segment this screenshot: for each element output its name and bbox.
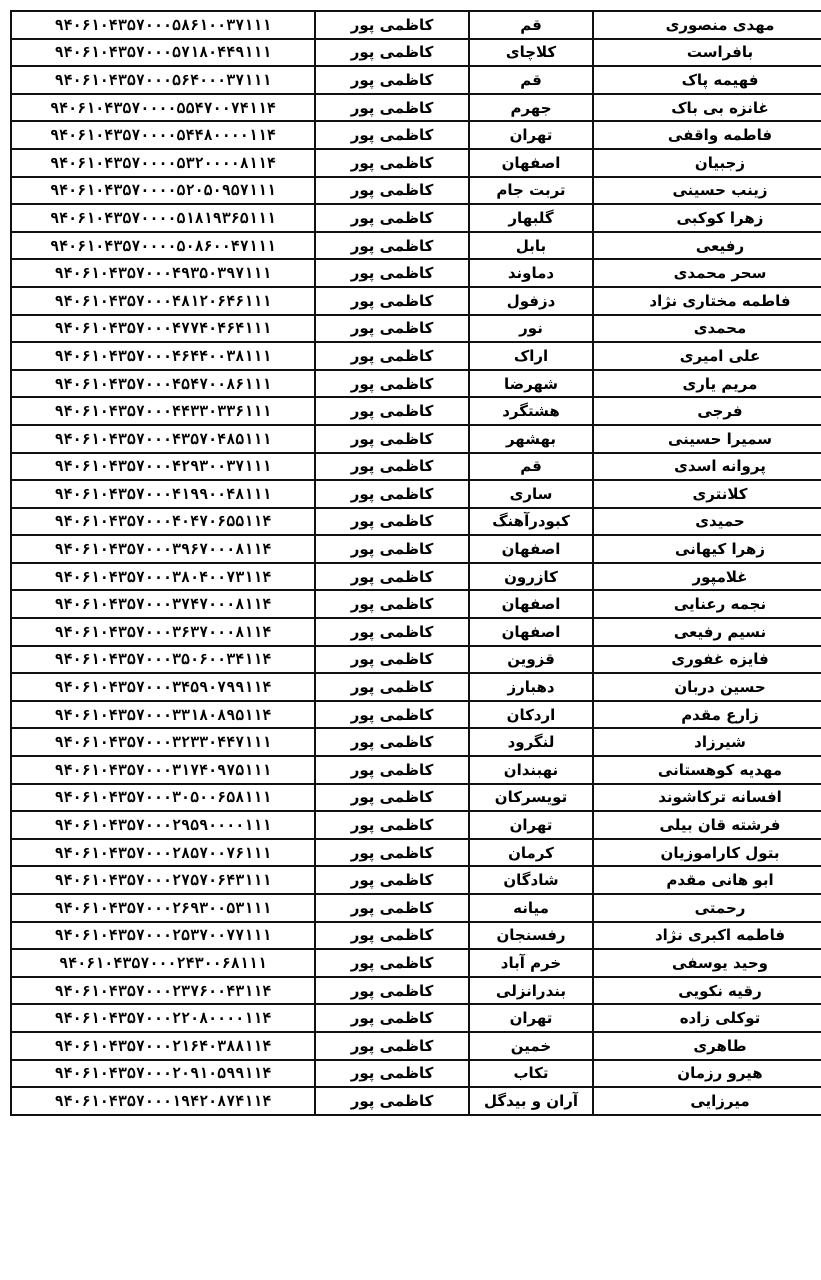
city-cell: بهشهر [469, 425, 593, 453]
table-row [11, 563, 821, 591]
table-row [11, 480, 821, 508]
issuer-cell: کاظمی پور [315, 397, 469, 425]
issuer-cell: کاظمی پور [315, 839, 469, 867]
city-cell: تکاب [469, 1060, 593, 1088]
city-cell: لنگرود [469, 728, 593, 756]
city-cell: گلبهار [469, 204, 593, 232]
table-row [11, 204, 821, 232]
city-cell: تهران [469, 1004, 593, 1032]
city-cell: کبودرآهنگ [469, 508, 593, 536]
issuer-cell: کاظمی پور [315, 121, 469, 149]
recipient-name-cell: زهرا کیهانی [593, 535, 821, 563]
recipient-name-cell: فایزه غفوری [593, 646, 821, 674]
tracking-code-cell: ۹۴۰۶۱۰۴۳۵۷۰۰۰۲۸۵۷۰۰۷۶۱۱۱ [11, 839, 315, 867]
city-cell: بابل [469, 232, 593, 260]
recipient-name-cell: شیرزاد [593, 728, 821, 756]
issuer-cell: کاظمی پور [315, 646, 469, 674]
issuer-cell: کاظمی پور [315, 66, 469, 94]
issuer-cell: کاظمی پور [315, 149, 469, 177]
city-cell: دهبارز [469, 673, 593, 701]
tracking-code-cell: ۹۴۰۶۱۰۴۳۵۷۰۰۰۴۶۴۴۰۰۳۸۱۱۱ [11, 342, 315, 370]
table-row [11, 1087, 821, 1115]
tracking-code-cell: ۹۴۰۶۱۰۴۳۵۷۰۰۰۲۰۹۱۰۵۹۹۱۱۴ [11, 1060, 315, 1088]
recipient-name-cell: غانزه بی باک [593, 94, 821, 122]
issuer-cell: کاظمی پور [315, 1060, 469, 1088]
city-cell: خرم آباد [469, 949, 593, 977]
tracking-code-cell: ۹۴۰۶۱۰۴۳۵۷۰۰۰۳۰۵۰۰۶۵۸۱۱۱ [11, 784, 315, 812]
recipient-name-cell: رقیه نکویی [593, 977, 821, 1005]
tracking-code-cell: ۹۴۰۶۱۰۴۳۵۷۰۰۰۰۵۰۸۶۰۰۴۷۱۱۱ [11, 232, 315, 260]
recipient-name-cell: فاطمه مختاری نژاد [593, 287, 821, 315]
issuer-cell: کاظمی پور [315, 315, 469, 343]
table-row [11, 259, 821, 287]
tracking-code-cell: ۹۴۰۶۱۰۴۳۵۷۰۰۰۳۲۳۳۰۴۴۷۱۱۱ [11, 728, 315, 756]
recipient-name-cell: فهیمه پاک [593, 66, 821, 94]
city-cell: کازرون [469, 563, 593, 591]
tracking-code-cell: ۹۴۰۶۱۰۴۳۵۷۰۰۰۵۷۱۸۰۴۴۹۱۱۱ [11, 39, 315, 67]
tracking-code-cell: ۹۴۰۶۱۰۴۳۵۷۰۰۰۳۵۰۶۰۰۳۴۱۱۴ [11, 646, 315, 674]
recipient-name-cell: حسین دربان [593, 673, 821, 701]
issuer-cell: کاظمی پور [315, 894, 469, 922]
table-row [11, 232, 821, 260]
tracking-code-cell: ۹۴۰۶۱۰۴۳۵۷۰۰۰۴۹۳۵۰۳۹۷۱۱۱ [11, 259, 315, 287]
recipient-name-cell: زجبیان [593, 149, 821, 177]
issuer-cell: کاظمی پور [315, 1032, 469, 1060]
table-row [11, 453, 821, 481]
tracking-code-cell: ۹۴۰۶۱۰۴۳۵۷۰۰۰۴۱۹۹۰۰۴۸۱۱۱ [11, 480, 315, 508]
city-cell: قم [469, 453, 593, 481]
issuer-cell: کاظمی پور [315, 508, 469, 536]
table-row [11, 535, 821, 563]
tracking-code-cell: ۹۴۰۶۱۰۴۳۵۷۰۰۰۰۵۵۴۷۰۰۷۴۱۱۴ [11, 94, 315, 122]
city-cell: نور [469, 315, 593, 343]
table-row [11, 1032, 821, 1060]
table-row [11, 315, 821, 343]
city-cell: اردکان [469, 701, 593, 729]
issuer-cell: کاظمی پور [315, 949, 469, 977]
table-row [11, 1004, 821, 1032]
issuer-cell: کاظمی پور [315, 453, 469, 481]
city-cell: اراک [469, 342, 593, 370]
recipient-name-cell: وحید یوسفی [593, 949, 821, 977]
table-row [11, 977, 821, 1005]
city-cell: شادگان [469, 866, 593, 894]
city-cell: میانه [469, 894, 593, 922]
tracking-code-cell: ۹۴۰۶۱۰۴۳۵۷۰۰۰۴۲۹۳۰۰۳۷۱۱۱ [11, 453, 315, 481]
recipient-name-cell: بافراست [593, 39, 821, 67]
recipient-name-cell: فاطمه اکبری نژاد [593, 922, 821, 950]
table-row [11, 66, 821, 94]
issuer-cell: کاظمی پور [315, 1087, 469, 1115]
recipient-name-cell: سمیرا حسینی [593, 425, 821, 453]
recipient-name-cell: طاهری [593, 1032, 821, 1060]
city-cell: اصفهان [469, 149, 593, 177]
table-row [11, 177, 821, 205]
city-cell: تهران [469, 811, 593, 839]
recipient-name-cell: محمدی [593, 315, 821, 343]
city-cell: شهرضا [469, 370, 593, 398]
table-row [11, 949, 821, 977]
table-row [11, 701, 821, 729]
recipient-name-cell: زینب حسینی [593, 177, 821, 205]
recipient-name-cell: پروانه اسدی [593, 453, 821, 481]
city-cell: دزفول [469, 287, 593, 315]
records-table [10, 10, 821, 1116]
table-row [11, 866, 821, 894]
tracking-code-cell: ۹۴۰۶۱۰۴۳۵۷۰۰۰۳۷۴۷۰۰۰۸۱۱۴ [11, 590, 315, 618]
issuer-cell: کاظمی پور [315, 977, 469, 1005]
recipient-name-cell: رفیعی [593, 232, 821, 260]
recipient-name-cell: مهدی منصوری [593, 11, 821, 39]
table-row [11, 1060, 821, 1088]
recipient-name-cell: علی امیری [593, 342, 821, 370]
city-cell: آران و بیدگل [469, 1087, 593, 1115]
tracking-code-cell: ۹۴۰۶۱۰۴۳۵۷۰۰۰۰۵۲۰۵۰۹۵۷۱۱۱ [11, 177, 315, 205]
tracking-code-cell: ۹۴۰۶۱۰۴۳۵۷۰۰۰۵۶۴۰۰۰۳۷۱۱۱ [11, 66, 315, 94]
recipient-name-cell: بتول کاراموزیان [593, 839, 821, 867]
tracking-code-cell: ۹۴۰۶۱۰۴۳۵۷۰۰۰۳۴۵۹۰۷۹۹۱۱۴ [11, 673, 315, 701]
city-cell: دماوند [469, 259, 593, 287]
recipient-name-cell: افسانه ترکاشوند [593, 784, 821, 812]
table-row [11, 342, 821, 370]
recipient-name-cell: فرشته قان بیلی [593, 811, 821, 839]
tracking-code-cell: ۹۴۰۶۱۰۴۳۵۷۰۰۰۳۳۱۸۰۸۹۵۱۱۴ [11, 701, 315, 729]
table-row [11, 370, 821, 398]
tracking-code-cell: ۹۴۰۶۱۰۴۳۵۷۰۰۰۳۹۶۷۰۰۰۸۱۱۴ [11, 535, 315, 563]
city-cell: جهرم [469, 94, 593, 122]
city-cell: قزوین [469, 646, 593, 674]
tracking-code-cell: ۹۴۰۶۱۰۴۳۵۷۰۰۰۳۶۳۷۰۰۰۸۱۱۴ [11, 618, 315, 646]
recipient-name-cell: مریم یاری [593, 370, 821, 398]
issuer-cell: کاظمی پور [315, 728, 469, 756]
tracking-code-cell: ۹۴۰۶۱۰۴۳۵۷۰۰۰۳۱۷۴۰۹۷۵۱۱۱ [11, 756, 315, 784]
tracking-code-cell: ۹۴۰۶۱۰۴۳۵۷۰۰۰۲۹۵۹۰۰۰۰۱۱۱ [11, 811, 315, 839]
issuer-cell: کاظمی پور [315, 480, 469, 508]
issuer-cell: کاظمی پور [315, 342, 469, 370]
issuer-cell: کاظمی پور [315, 39, 469, 67]
recipient-name-cell: فرجی [593, 397, 821, 425]
tracking-code-cell: ۹۴۰۶۱۰۴۳۵۷۰۰۰۲۶۹۳۰۰۵۳۱۱۱ [11, 894, 315, 922]
tracking-code-cell: ۹۴۰۶۱۰۴۳۵۷۰۰۰۴۷۷۴۰۴۶۴۱۱۱ [11, 315, 315, 343]
tracking-code-cell: ۹۴۰۶۱۰۴۳۵۷۰۰۰۰۵۴۴۸۰۰۰۰۱۱۴ [11, 121, 315, 149]
issuer-cell: کاظمی پور [315, 1004, 469, 1032]
issuer-cell: کاظمی پور [315, 425, 469, 453]
tracking-code-cell: ۹۴۰۶۱۰۴۳۵۷۰۰۰۲۵۳۷۰۰۷۷۱۱۱ [11, 922, 315, 950]
city-cell: تویسرکان [469, 784, 593, 812]
city-cell: اصفهان [469, 618, 593, 646]
table-row [11, 673, 821, 701]
table-row [11, 590, 821, 618]
issuer-cell: کاظمی پور [315, 177, 469, 205]
issuer-cell: کاظمی پور [315, 563, 469, 591]
recipient-name-cell: توکلی زاده [593, 1004, 821, 1032]
table-row [11, 11, 821, 39]
issuer-cell: کاظمی پور [315, 811, 469, 839]
table-row [11, 756, 821, 784]
city-cell: اصفهان [469, 590, 593, 618]
table-row [11, 646, 821, 674]
tracking-code-cell: ۹۴۰۶۱۰۴۳۵۷۰۰۰۲۷۵۷۰۶۴۳۱۱۱ [11, 866, 315, 894]
issuer-cell: کاظمی پور [315, 784, 469, 812]
tracking-code-cell: ۹۴۰۶۱۰۴۳۵۷۰۰۰۴۸۱۲۰۶۴۶۱۱۱ [11, 287, 315, 315]
issuer-cell: کاظمی پور [315, 701, 469, 729]
city-cell: نهبندان [469, 756, 593, 784]
issuer-cell: کاظمی پور [315, 673, 469, 701]
issuer-cell: کاظمی پور [315, 866, 469, 894]
table-row [11, 618, 821, 646]
tracking-code-cell: ۹۴۰۶۱۰۴۳۵۷۰۰۰۱۹۴۲۰۸۷۴۱۱۴ [11, 1087, 315, 1115]
recipient-name-cell: رحمتی [593, 894, 821, 922]
issuer-cell: کاظمی پور [315, 756, 469, 784]
table-row [11, 425, 821, 453]
issuer-cell: کاظمی پور [315, 370, 469, 398]
city-cell: رفسنجان [469, 922, 593, 950]
table-row [11, 728, 821, 756]
city-cell: هشتگرد [469, 397, 593, 425]
issuer-cell: کاظمی پور [315, 204, 469, 232]
issuer-cell: کاظمی پور [315, 618, 469, 646]
recipient-name-cell: سحر محمدی [593, 259, 821, 287]
table-row [11, 784, 821, 812]
recipient-name-cell: کلانتری [593, 480, 821, 508]
recipient-name-cell: زهرا کوکبی [593, 204, 821, 232]
tracking-code-cell: ۹۴۰۶۱۰۴۳۵۷۰۰۰۲۲۰۸۰۰۰۰۱۱۴ [11, 1004, 315, 1032]
table-row [11, 94, 821, 122]
recipient-name-cell: میرزایی [593, 1087, 821, 1115]
issuer-cell: کاظمی پور [315, 590, 469, 618]
city-cell: ساری [469, 480, 593, 508]
table-row [11, 922, 821, 950]
issuer-cell: کاظمی پور [315, 259, 469, 287]
tracking-code-cell: ۹۴۰۶۱۰۴۳۵۷۰۰۰۲۱۶۴۰۳۸۸۱۱۴ [11, 1032, 315, 1060]
recipient-name-cell: نسیم رفیعی [593, 618, 821, 646]
table-row [11, 811, 821, 839]
recipient-name-cell: مهدیه کوهستانی [593, 756, 821, 784]
city-cell: تربت جام [469, 177, 593, 205]
tracking-code-cell: ۹۴۰۶۱۰۴۳۵۷۰۰۰۴۴۳۳۰۳۳۶۱۱۱ [11, 397, 315, 425]
table-row [11, 121, 821, 149]
issuer-cell: کاظمی پور [315, 535, 469, 563]
city-cell: قم [469, 11, 593, 39]
tracking-code-cell: ۹۴۰۶۱۰۴۳۵۷۰۰۰۲۳۷۶۰۰۴۳۱۱۴ [11, 977, 315, 1005]
recipient-name-cell: غلامپور [593, 563, 821, 591]
issuer-cell: کاظمی پور [315, 11, 469, 39]
tracking-code-cell: ۹۴۰۶۱۰۴۳۵۷۰۰۰۵۸۶۱۰۰۳۷۱۱۱ [11, 11, 315, 39]
issuer-cell: کاظمی پور [315, 287, 469, 315]
city-cell: قم [469, 66, 593, 94]
tracking-code-cell: ۹۴۰۶۱۰۴۳۵۷۰۰۰۴۳۵۷۰۴۸۵۱۱۱ [11, 425, 315, 453]
records-table-body [11, 11, 821, 1115]
issuer-cell: کاظمی پور [315, 922, 469, 950]
recipient-name-cell: ابو هانی مقدم [593, 866, 821, 894]
table-row [11, 839, 821, 867]
recipient-name-cell: زارع مقدم [593, 701, 821, 729]
city-cell: خمین [469, 1032, 593, 1060]
table-row [11, 287, 821, 315]
issuer-cell: کاظمی پور [315, 94, 469, 122]
table-row [11, 39, 821, 67]
table-row [11, 894, 821, 922]
tracking-code-cell: ۹۴۰۶۱۰۴۳۵۷۰۰۰۰۵۱۸۱۹۳۶۵۱۱۱ [11, 204, 315, 232]
table-row [11, 508, 821, 536]
tracking-code-cell: ۹۴۰۶۱۰۴۳۵۷۰۰۰۴۰۴۷۰۶۵۵۱۱۴ [11, 508, 315, 536]
city-cell: اصفهان [469, 535, 593, 563]
city-cell: بندرانزلی [469, 977, 593, 1005]
city-cell: کلاچای [469, 39, 593, 67]
table-row [11, 149, 821, 177]
city-cell: تهران [469, 121, 593, 149]
tracking-code-cell: ۹۴۰۶۱۰۴۳۵۷۰۰۰۴۵۴۷۰۰۸۶۱۱۱ [11, 370, 315, 398]
recipient-name-cell: هیرو رزمان [593, 1060, 821, 1088]
recipient-name-cell: حمیدی [593, 508, 821, 536]
tracking-code-cell: ۹۴۰۶۱۰۴۳۵۷۰۰۰۲۴۳۰۰۶۸۱۱۱ [11, 949, 315, 977]
table-row [11, 397, 821, 425]
issuer-cell: کاظمی پور [315, 232, 469, 260]
recipient-name-cell: نجمه رعنایی [593, 590, 821, 618]
recipient-name-cell: فاطمه واقفی [593, 121, 821, 149]
city-cell: کرمان [469, 839, 593, 867]
tracking-code-cell: ۹۴۰۶۱۰۴۳۵۷۰۰۰۰۵۳۲۰۰۰۰۸۱۱۴ [11, 149, 315, 177]
tracking-code-cell: ۹۴۰۶۱۰۴۳۵۷۰۰۰۳۸۰۴۰۰۷۳۱۱۴ [11, 563, 315, 591]
